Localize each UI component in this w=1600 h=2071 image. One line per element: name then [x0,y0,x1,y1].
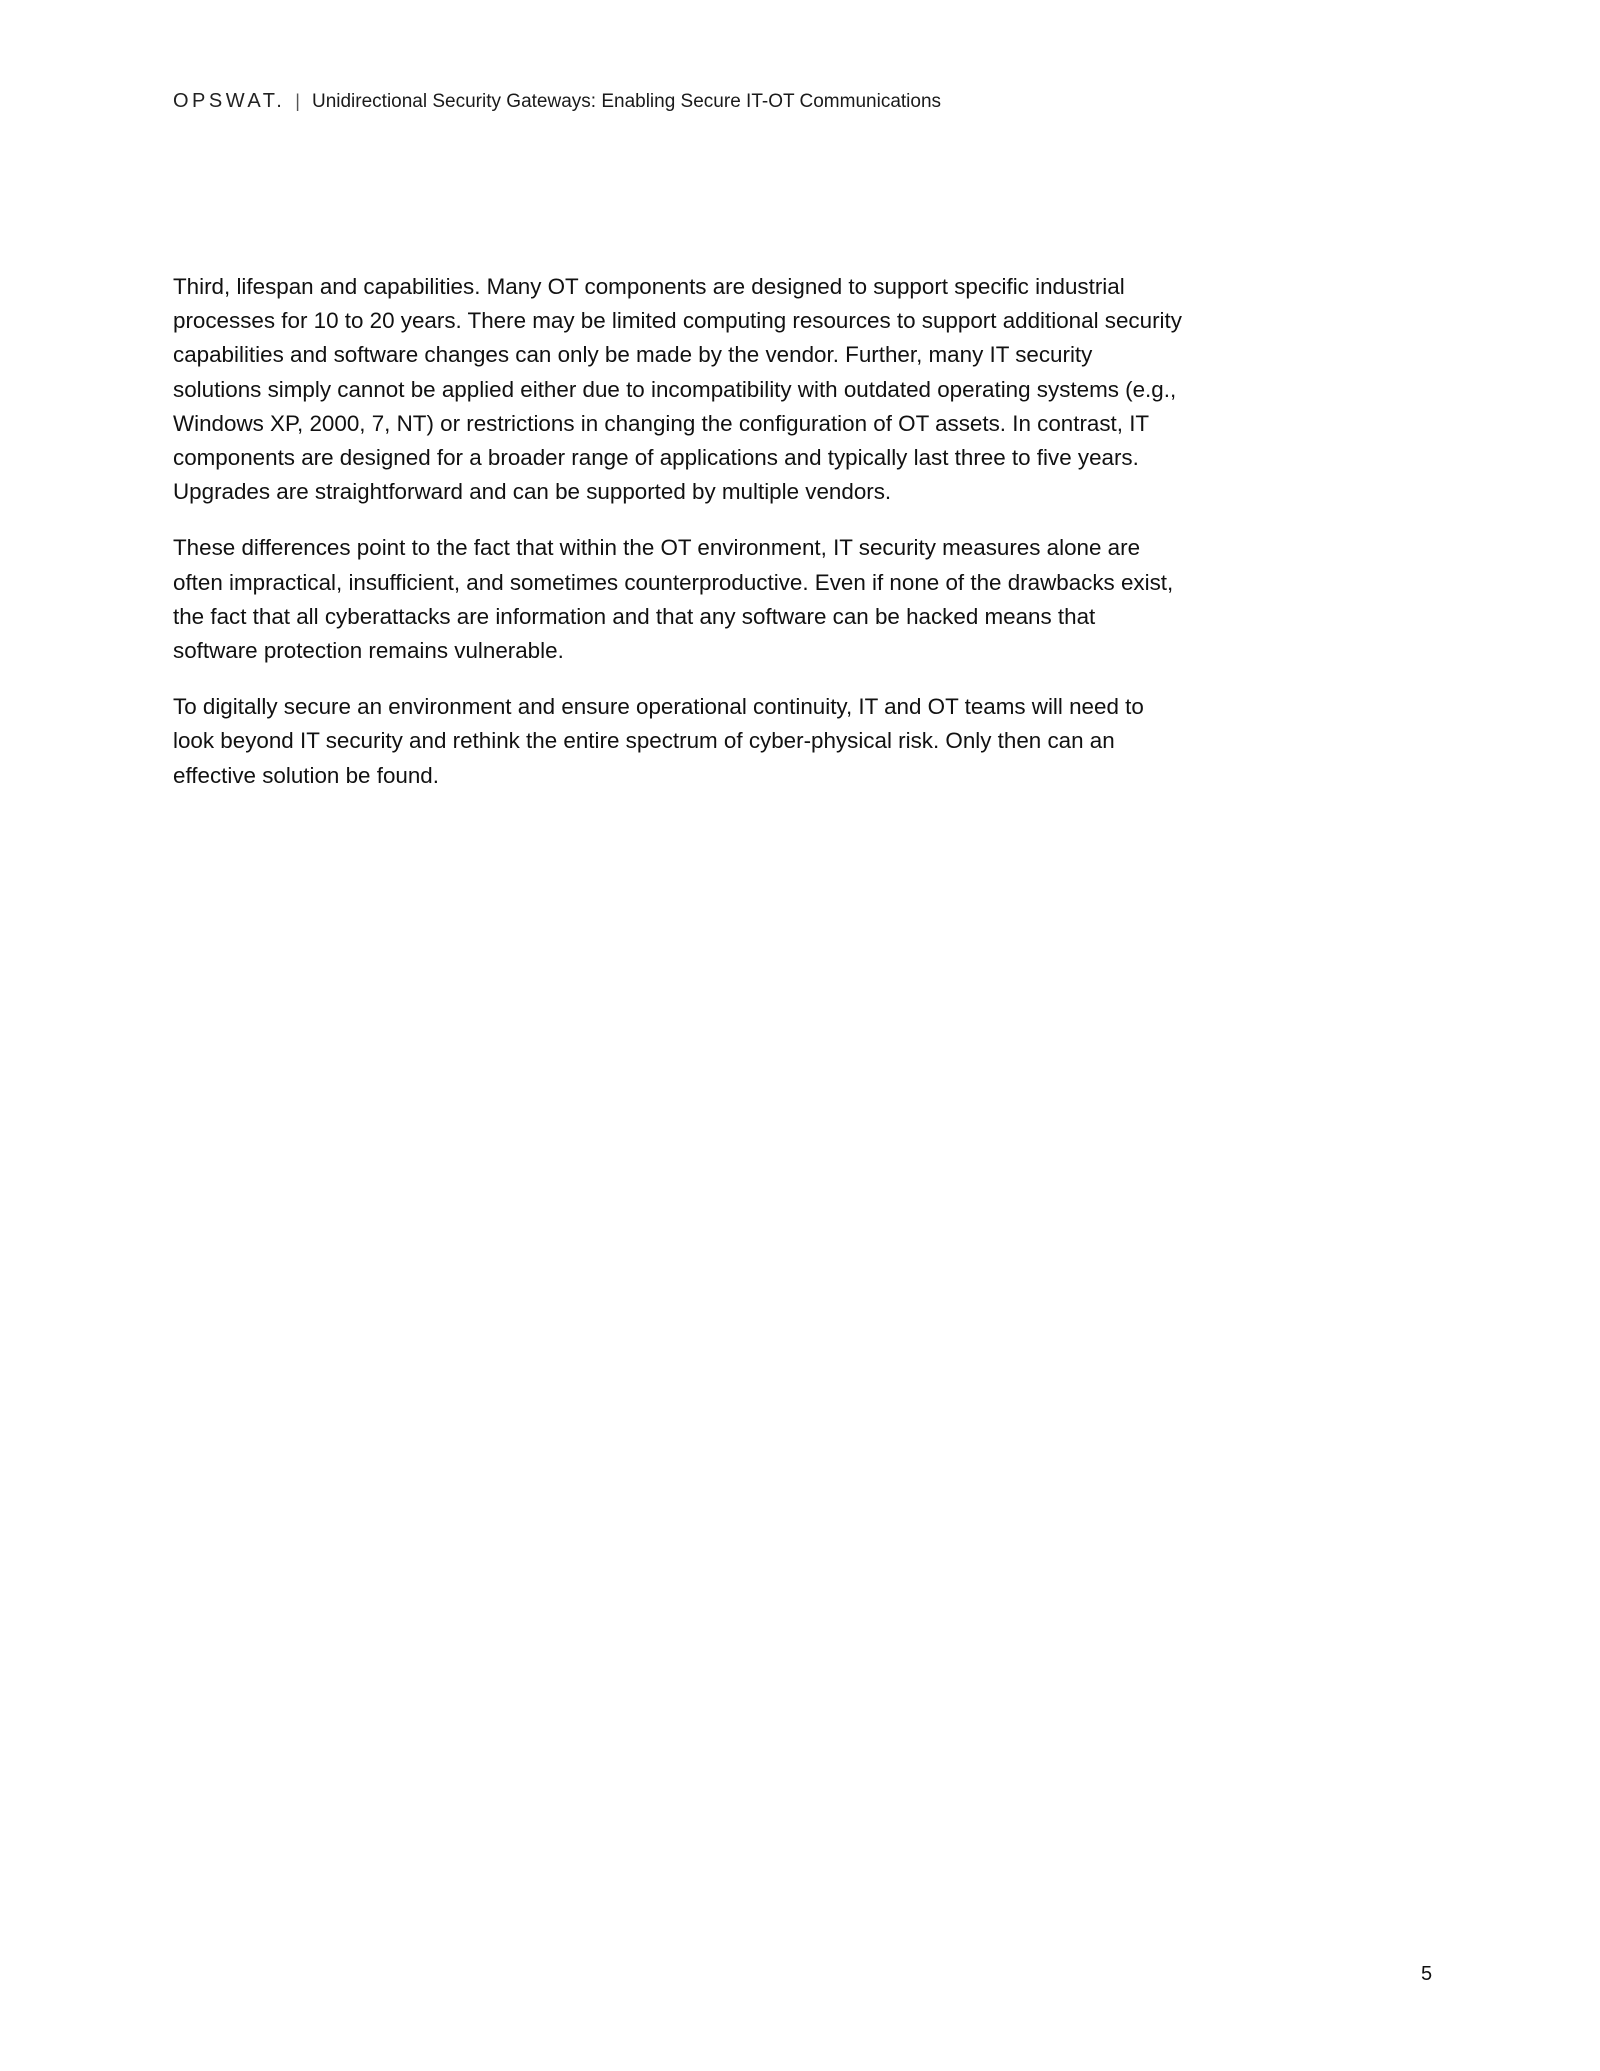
header-separator: | [295,91,300,111]
document-title: Unidirectional Security Gateways: Enabling Secure IT-OT Communications [311,90,942,112]
paragraph-conclusion: To digitally secure an environment and ensure operational continuity, IT and OT teams will need to look beyond IT security and rethink the entire spectrum of cyber-physical risk. Only then can an effective solution be found. [173,694,1144,788]
page-number: 5 [1421,1963,1433,1985]
opswat-logo: OPSWAT. [173,90,286,112]
paragraph-lifespan: Third, lifespan and capabilities. Many OT components are designed to support specific industrial processes for 10 to 20 years. There may be limited computing resources to support additional security capabilities and software changes can only be made by the vendor. Further, many IT security solutions simply cannot be applied either due to incompatibility with outdated operating systems (e.g., Windows XP, 2000, 7, NT) or restrictions in changing the configuration of OT assets. In contrast, IT components are designed for a broader range of applications and typically last three to five years. Upgrades are straightforward and can be supported by multiple vendors. [173,274,1182,505]
paragraph-differences: These differences point to the fact that within the OT environment, IT security measures alone are often impractical, insufficient, and sometimes counterproductive. Even if none of the drawbacks exist, the fact that all cyberattacks are information and that any software can be hacked means that software protection remains vulnerable. [173,535,1174,664]
body-text [173,270,1183,815]
page-header [173,90,941,113]
